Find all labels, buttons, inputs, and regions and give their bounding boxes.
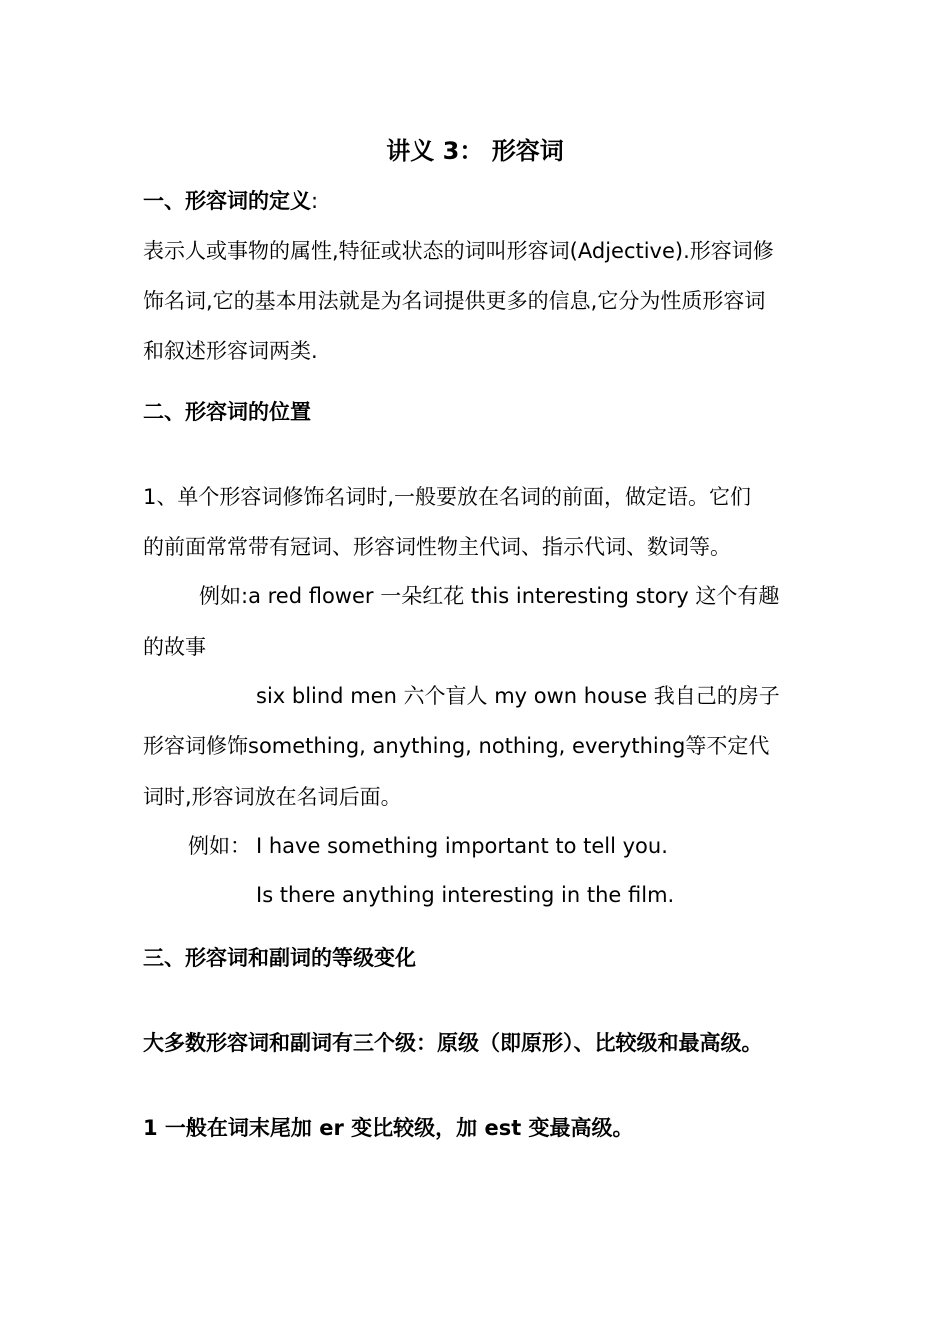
section2-heading: 二、形容词的位置 [143,400,311,424]
document-title: 讲义 3： 形容词 [386,137,564,165]
example2-sentence-1: I have something important to tell you. [256,834,668,858]
section1-heading-colon: : [311,189,319,213]
section2-point1-line-1: 1、单个形容词修饰名词时,一般要放在名词的前面，做定语。它们 [143,485,752,509]
section1-heading-line [143,186,318,216]
example1-line-2: 的故事 [143,635,206,659]
section3-rule-1: 1 一般在词末尾加 er 变比较级，加 est 变最高级。 [143,1116,634,1140]
section2-point2-line-2: 词时,形容词放在名词后面。 [143,785,402,809]
example2-sentence-2: Is there anything interesting in the film. [256,883,675,907]
section2-point2-line-1: 形容词修饰something, anything, nothing, everything等不定代 [143,734,770,758]
section1-heading: 一、形容词的定义 [143,189,311,213]
section2-point1-line-2: 的前面常常带有冠词、形容词性物主代词、指示代词、数词等。 [143,535,731,559]
example1-line-1: 例如:a red flower 一朵红花 this interesting story 这个有趣 [199,584,780,608]
section1-para-line-3: 和叙述形容词两类. [143,339,318,363]
section3-intro: 大多数形容词和副词有三个级：原级（即原形）、比较级和最高级。 [143,1031,763,1055]
section1-para-line-1: 表示人或事物的属性,特征或状态的词叫形容词(Adjective).形容词修 [143,239,774,263]
section3-heading: 三、形容词和副词的等级变化 [143,946,416,970]
example2-label: 例如： [188,834,251,858]
section1-para-line-2: 饰名词,它的基本用法就是为名词提供更多的信息,它分为性质形容词 [143,289,766,313]
example1-line-3: six blind men 六个盲人 my own house 我自己的房子 [256,684,780,708]
